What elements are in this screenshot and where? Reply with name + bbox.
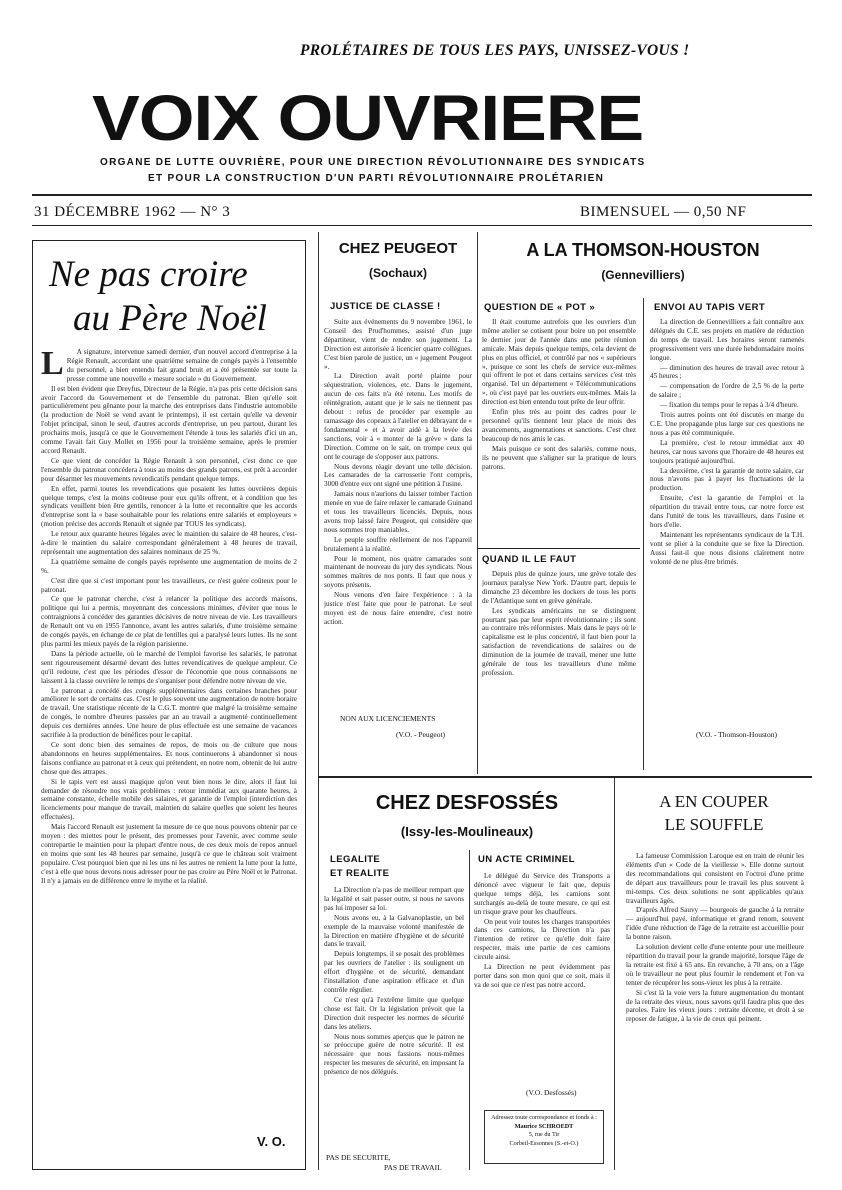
- article-body: [482, 570, 636, 770]
- article-paragraphs: [41, 348, 297, 885]
- section-heading: ENVOI AU TAPIS VERT: [654, 302, 766, 313]
- article-headline: CHEZ PEUGEOT: [338, 240, 458, 257]
- paragraph: Ce que le patronat cherche, c'est à relancer la politique des accords maisons, politique qui lui a permis, moyennant des concessions minimes, d'éviter que nous le contraignions à concéder des garanties décisives de notre niveau de vie. Les travailleurs de Renault ont vu en 1955 l'annonce, avant les autres salariés, d'une troisième semaine de congés payés, en échange de ce plat de lentilles qui a paralysé leurs luttes. Ils ne sont plus parmi les mieux payés de la région parisienne.: [41, 595, 297, 648]
- paragraph: On peut voir toutes les charges transportées dans ces camions, la Direction n'a pas l'intention de retirer ce qu'elle doit faire respecter, mais une partie de ces camions circule ainsi.: [474, 917, 610, 962]
- article-credit: (V.O. - Thomson-Houston): [696, 730, 777, 739]
- section-heading: QUESTION DE « POT »: [484, 302, 596, 313]
- address-city: Corbeil-Essonnes (S.-et-O.): [509, 1139, 579, 1147]
- article-closing: PAS DE SECURITE,: [326, 1153, 391, 1162]
- article-headline-line-1: Ne pas croire: [49, 254, 248, 295]
- paragraph: Enfin plus très au point des cadres pour le personnel qu'ils tiennent leur place de mois des avancements, augmentations et sanctions. C'est chez beaucoup de nos amis le cas.: [482, 408, 636, 443]
- paragraph: La deuxième, c'est la garantie de notre salaire, car nous n'avons pas à payer les fluctuations de la production.: [650, 466, 804, 493]
- article-signature: V. O.: [257, 1134, 286, 1149]
- paragraph: Ce n'est qu'à l'extrême limite que quelque chose est fait. Or la législation prévoit que la Direction doit respecter les normes de sécurité dans les ateliers.: [324, 995, 464, 1031]
- article-body-left: [482, 318, 636, 544]
- paragraph: La Direction avait porté plainte pour séquestration, violences, etc. Dans le jugement, aucun de ces faits n'a été retenu. Les motifs de réintégration, autant que je le sais ne tiennent pas debout : refus de procéder par exemple au ramassage des copeaux à l'atelier en débrayant de « fondamental » et à avoir aidé à la levée des sanctions, voir à « monter de la grève » dans la Direction. Comme on le sait, on trompe ceux qui ont le courage de s'opposer aux patrons.: [324, 372, 472, 461]
- paragraph: Il est bien évident que Dreyfus, Directeur de la Régie, n'a pas pris cette décision sans avoir l'accord du Gouvernement et de l'ensemble du patronat. Bien qu'elle soit particulièrement peu gênante pour la marche des entreprises dans l'industrie automobile (la production de Noël se vend avant le printemps), il est certain qu'elle va devenir l'objet principal, sinon le seul, d'autres accords d'entreprise, un peu partout, durant les prochains mois, jusqu'à ce que le Gouvernement l'étende à tous les salariés d'ici un an, comme l'avait fait Guy Mollet en 1956 pour la troisième semaine, après le premier accord Renault.: [41, 384, 297, 455]
- column-rule: [477, 232, 478, 774]
- paragraph: Mais puisque ce sont des salariés, comme nous, ils ne peuvent que s'aligner sur la pratique de leurs patrons.: [482, 444, 636, 471]
- article-souffle: [620, 782, 808, 1172]
- dateline-separator: —: [180, 204, 196, 220]
- article-location: (Gennevilliers): [601, 268, 685, 282]
- box-rule: [478, 548, 640, 549]
- paragraph: La première, c'est le retour immédiat aux 40 heures, car nous savons que l'horaire de 48 heures est toujours pratiqué aujourd'hui.: [650, 438, 804, 465]
- address-label: Adressez toute correspondance et fonds à :: [491, 1114, 597, 1121]
- paragraph: Ensuite, c'est la garantie de l'emploi et la répartition du travail entre tous, car notre force est dans l'unité de tous les travailleurs, dans l'usine et hors d'elle.: [650, 494, 804, 529]
- article-headline: CHEZ DESFOSSÉS: [375, 792, 559, 814]
- paragraph: C'est dire que si c'est important pour les travailleurs, ce n'est guère coûteux pour le patronat.: [41, 576, 297, 594]
- paragraph: D'après Alfred Sauvy — bourgeois de gauche à la retraite — aujourd'hui payé, informatique et grand renom, souvent l'idée d'une réduction de l'âge de la retraite est accueillie pour la bonne raison.: [626, 906, 804, 942]
- subtitle-line-2: ET POUR LA CONSTRUCTION D'UN PARTI RÉVOLUTIONNAIRE PROLÉTARIEN: [148, 173, 605, 184]
- section-rule: [318, 776, 812, 778]
- paragraph: Nous devons réagir devant une telle décision. Les camarades de la carrosserie l'ont compris, 3000 d'entre eux ont signé une pétition à l'usine.: [324, 462, 472, 489]
- paragraph: Nous avons eu, à la Galvanoplastie, un bel exemple de la mauvaise volonté manifestée de la Direction en matière d'hygiène et de sécurité dans le travail.: [324, 913, 464, 949]
- article-body-right: [650, 318, 804, 724]
- drop-cap: L: [41, 348, 64, 382]
- article-closing: PAS DE TRAVAIL: [384, 1163, 442, 1172]
- article-body-right: [474, 872, 610, 1084]
- paragraph: Mais l'accord Renault est justement la mesure de ce que nous pouvons obtenir par ce moyen : des miettes pour le présent, des promesses pour l'avenir, avec comme seule contrepartie le maintien pour la plupart d'entre nous, de ces deux mois de repos annuel en moins que sont les 48 heures par semaine, jusqu'à ce que le château soit vraiment populaire. C'est pourquoi bien que ni les uns ni les autres ne renient la lutte pour la lutte, c'est à elle que nous devons nous adresser pour ne pas croire au Père Noël et le Patronat. Il n'y a jamais eu de différence entre le mythe et la réalité.: [41, 823, 297, 885]
- section-heading: LEGALITE: [330, 854, 381, 865]
- paragraph: Le patronat a concédé des congés supplémentaires dans certaines branches pour améliorer le sort de certains cas. C'est le plus souvent une augmentation de notre horaire de travail. Une statistique récente de la C.G.T. montre que malgré la troisième semaine de congés, le nombre d'heures passées par an au travail a augmenté continuellement depuis ces dernières années. Une heure de plus effectuée est une semaine de vacances sacrifiée à la production de bénéfices pour le capital.: [41, 686, 297, 740]
- article-body: [626, 852, 804, 1164]
- column-rule: [469, 850, 470, 1170]
- paragraph: Trois autres points ont été discutés en marge du C.E. Une propagande plus large sur ces questions ne nous a pas été communiquée.: [650, 411, 804, 437]
- frequency: BIMENSUEL: [580, 204, 670, 220]
- article-body: [324, 318, 472, 744]
- paragraph: Maintenant les représentants syndicaux de la T.H. vont se plier à la conduite que se fixe la Direction. Aussi faut-il que nous disions clairement notre volonté de ne plus être brimés.: [650, 530, 804, 566]
- article-location: (Issy-les-Moulineaux): [400, 824, 534, 839]
- address-name: Maurice SCHROEDT: [514, 1122, 574, 1130]
- paragraph: La quatrième semaine de congés payés représente une augmentation de moins de 2 %.: [41, 557, 297, 575]
- article-closing: NON AUX LICENCIEMENTS: [340, 714, 436, 723]
- article-body: [41, 348, 297, 1118]
- article-headline-line-2: au Père Noël: [73, 298, 267, 339]
- subtitle-line-1: ORGANE DE LUTTE OUVRIÈRE, POUR UNE DIRECTION RÉVOLUTIONNAIRE DES SYNDICATS: [100, 157, 646, 168]
- paragraph: Le peuple souffre réellement de nos l'appareil brutalement à la réalité.: [324, 535, 472, 553]
- motto: PROLÉTAIRES DE TOUS LES PAYS, UNISSEZ-VOUS !: [300, 42, 690, 59]
- issue-date: 31 DÉCEMBRE 1962: [34, 204, 177, 220]
- paragraph: Depuis plus de quinze jours, une grève totale des journaux paralyse New York. D'autre part, depuis le dimanche 23 décembre les dockers de tous les ports de l'Atlantique sont en grève générale.: [482, 570, 636, 605]
- address-street: 5, rue du Tir: [528, 1131, 560, 1139]
- paragraph: Ce que vient de concéder la Régie Renault à son personnel, c'est donc ce que l'ensemble du patronat concédera à tous au moins des grands patrons, est prêt à accorder pour désarmer les mouvements revendicatifs pendant quelque temps.: [41, 456, 297, 483]
- paragraph: Suite aux événements du 9 novembre 1961, le Conseil des Prud'hommes, assisté d'un juge départiteur, vient de rendre son jugement. La Direction est autorisée à licencier quatre collègues. C'est bien parole de justice, un « jugement Peugeot ».: [324, 318, 472, 371]
- section-heading: QUAND IL LE FAUT: [482, 554, 577, 565]
- paragraph: Depuis longtemps, il se posait des problèmes par les ouvriers de l'atelier : ils soulignent un effort d'hygiène et de sécurité, demandant l'installation d'une aspiration efficace et d'un contrôle régulier.: [324, 950, 464, 994]
- paragraph: Le retour aux quarante heures légales avec le maintien du salaire de 48 heures, c'est-à-dire le maintien du salaire correspondant généralement à 48 heures de travail, représentait une augmentation des salaires nominaux de 25 %.: [41, 530, 297, 556]
- paragraph: Si c'est là la voie vers la future augmentation du montant de la retraite des vieux, nous savons qu'il faudra plus que des paroles. Faire les vieux jours : retraite décente, et droit à se reposer de fatigue, à la vie de ceux qui peinent.: [626, 988, 804, 1024]
- paragraph: Le délégué du Service des Transports a dénoncé avec vigueur le fait que, depuis quelque temps déjà, les camions sont surchargés au-delà de toute mesure, ce qui est un risque grave pour les chauffeurs.: [474, 872, 610, 916]
- paragraph: La Direction ne peut évidemment pas porter dans son mon quoi que ce soit, mais il va de soi que ce n'est pas notre accord.: [474, 963, 610, 989]
- paragraph: A signature, intervenue samedi dernier, d'un nouvel accord d'entreprise à la Régie Renault, accordant une quatrième semaine de congés payés à l'ensemble du personnel, a bien entendu fait grand bruit et a été présentée sur toute la presse comme une nouvelle « mesure sociale » du Gouvernement.: [66, 348, 297, 383]
- paragraph: Nous venons d'en faire l'expérience : à la justice n'est faite que pour le patronat. Le seul moyen est de nous faire entendre, c'est notre action.: [324, 591, 472, 626]
- dateline-rule: [32, 225, 812, 226]
- column-rule: [614, 778, 615, 1170]
- paragraph: Nous nous sommes aperçus que le patron ne se préoccupe guère de notre sécurité. Il est nécessaire que nous fassions nous-mêmes respecter les mesures de sécurité, en imposant la présence de nos délégués.: [324, 1032, 464, 1077]
- section-heading: JUSTICE DE CLASSE !: [330, 301, 441, 312]
- article-body-left: [324, 886, 464, 1148]
- article-credit: (V.O. Desfossés): [526, 1088, 577, 1097]
- article-headline-line-1: A EN COUPER: [659, 792, 769, 811]
- paragraph: La Direction n'a pas de meilleur rempart que la légalité et sait passer outre, si nous ne savons pas lui imposer sa loi.: [324, 886, 464, 912]
- issue-number: N° 3: [200, 204, 231, 220]
- paragraph: La fameuse Commission Laroque est en train de réunir les éléments d'un « Code de la vieillesse ». Elle donne surtout des recommandations qui consistent en l'octroi d'une prime de départ aux travailleurs pour le travail les plus souvent à mi-temps. Ces deux solutions ne sont applicables qu'aux travailleurs âgés.: [626, 852, 804, 905]
- article-location: (Sochaux): [368, 266, 427, 280]
- paragraph: Pour le moment, nos quatre camarades sont maintenant de nouveau du jury des syndicats. Nous sommes maîtres de nos ponts. Il faut que nous y soyons présents.: [324, 554, 472, 590]
- header-rule: [32, 194, 812, 196]
- price: 0,50 NF: [693, 204, 747, 220]
- paragraph: — diminution des heures de travail avec retour à 45 heures ;: [650, 363, 804, 381]
- paragraph: Jamais nous n'aurions du laisser tomber l'action menée en vue de faire relaxer le camarade Guinand et tous les travailleurs licenciés. Depuis, nous avons trop laissé faire Peugeot, qui considère que nous sommes trop maniables.: [324, 490, 472, 534]
- paragraph: En effet, parmi toutes les revendications que posaient les luttes ouvrières depuis quelque temps, c'est la moins coûteuse pour eux qu'ils offrent, et à condition que les syndicats veuillent bien être gentils, renoncer à la lutte et reconnaître que les accords d'entreprise sont la « base souhaitable pour les relations entre salariés et employeurs » (motion précise des accords Renault et signée par TOUS les syndicats).: [41, 484, 297, 529]
- article-quand: [482, 552, 636, 774]
- address-box: [484, 1110, 604, 1164]
- column-rule: [643, 298, 644, 770]
- paragraph: La solution devient celle d'une entente pour une meilleure répartition du travail pour la grande majorité, lorsque l'âge de la retraite est fixé à 65 ans. En revanche, à 70 ans, on a l'âge où le travailleur ne peut plus fournir le rendement et l'on va tenter de récupérer les sous-vieux les plus à la retraite.: [626, 943, 804, 987]
- dateline-right: [580, 204, 746, 221]
- paragraph: Si le tapis vert est aussi magique qu'on veut bien nous le dire, alors il faut lui demander de résoudre nos vrais problèmes : retour immédiat aux quarante heures, à semaine constante, échelle mobile des salaires, et garantie de l'emploi (interdiction des licenciements pour manque de travail, maintien du salaire quelles que soient les heures effectuées).: [41, 777, 297, 822]
- paragraph: — fixation du temps pour le repas à 3/4 d'heure.: [660, 401, 799, 410]
- article-headline: A LA THOMSON-HOUSTON: [526, 240, 760, 260]
- dateline-separator: —: [674, 204, 690, 220]
- paragraph: La direction de Gennevilliers a fait connaître aux délégués du C.E. ses projets en matière de réduction du temps de travail. Les horaires seront ramenés progressivement vers une durée hebdomadaire moins longue.: [650, 318, 804, 362]
- article-desfosses: [324, 782, 610, 1172]
- column-rule: [318, 232, 319, 1170]
- paragraph: Les syndicats américains ne se distinguent pourtant pas par leur esprit révolutionnaire ; ils sont au contraire très réformistes. Mais dans le pays où le capitalisme est le plus concentré, il faut bien pour la satisfaction de revendications de salaires ou de diminution de la journée de travail, mener une lutte générale de tous les travailleurs d'une même profession.: [482, 606, 636, 677]
- article-headline-line-2: LE SOUFFLE: [664, 815, 764, 834]
- masthead-title: VOIX OUVRIERE: [92, 82, 644, 154]
- article-credit: (V.O. - Peugeot): [396, 730, 446, 739]
- paragraph: Dans la période actuelle, où le marché de l'emploi favorise les salariés, le patronat sent rigoureusement désarmé devant des luttes revendicatives de quelque ampleur. Ce qu'il redoute, c'est que les périodes d'essor de l'économie que nous connaissons ne laissent à la classe ouvrière le temps de s'organiser pour défendre notre niveau de vie.: [41, 649, 297, 685]
- paragraph: — compensation de l'ordre de 2,5 % de la perte de salaire ;: [650, 382, 804, 400]
- section-heading: UN ACTE CRIMINEL: [478, 854, 575, 865]
- section-heading: ET REALITE: [330, 868, 390, 879]
- dateline-left: [34, 204, 230, 221]
- paragraph: Ce sont donc bien des semaines de repos, de mois ou de culture que nous abandonnons en heures supplémentaires. Et nous continuerons à abandonner si nous faisons confiance au patronat et à ceux qui prétendent, en notre nom, obtenir de lui autre chose que des attrapes.: [41, 740, 297, 776]
- article-pere-noel: [32, 240, 306, 1170]
- paragraph: Il était coutume autrefois que les ouvriers d'un même atelier se cotisent pour boire un pot ensemble le dernier jour de l'année dans une petite réunion amicale. Mais depuis quelque temps, cela devient de plus en plus officiel, et contrôlé par nos « supérieurs », puisque ce sont les chefs de service eux-mêmes qui offrent le pot et dans certains services c'est très organisé. Tel un département « Télécommunications », où c'est payé par les ouvriers eux-mêmes. Mais la direction est bien entendu tout prête de leur offrir.: [482, 318, 636, 407]
- article-peugeot: [324, 238, 472, 774]
